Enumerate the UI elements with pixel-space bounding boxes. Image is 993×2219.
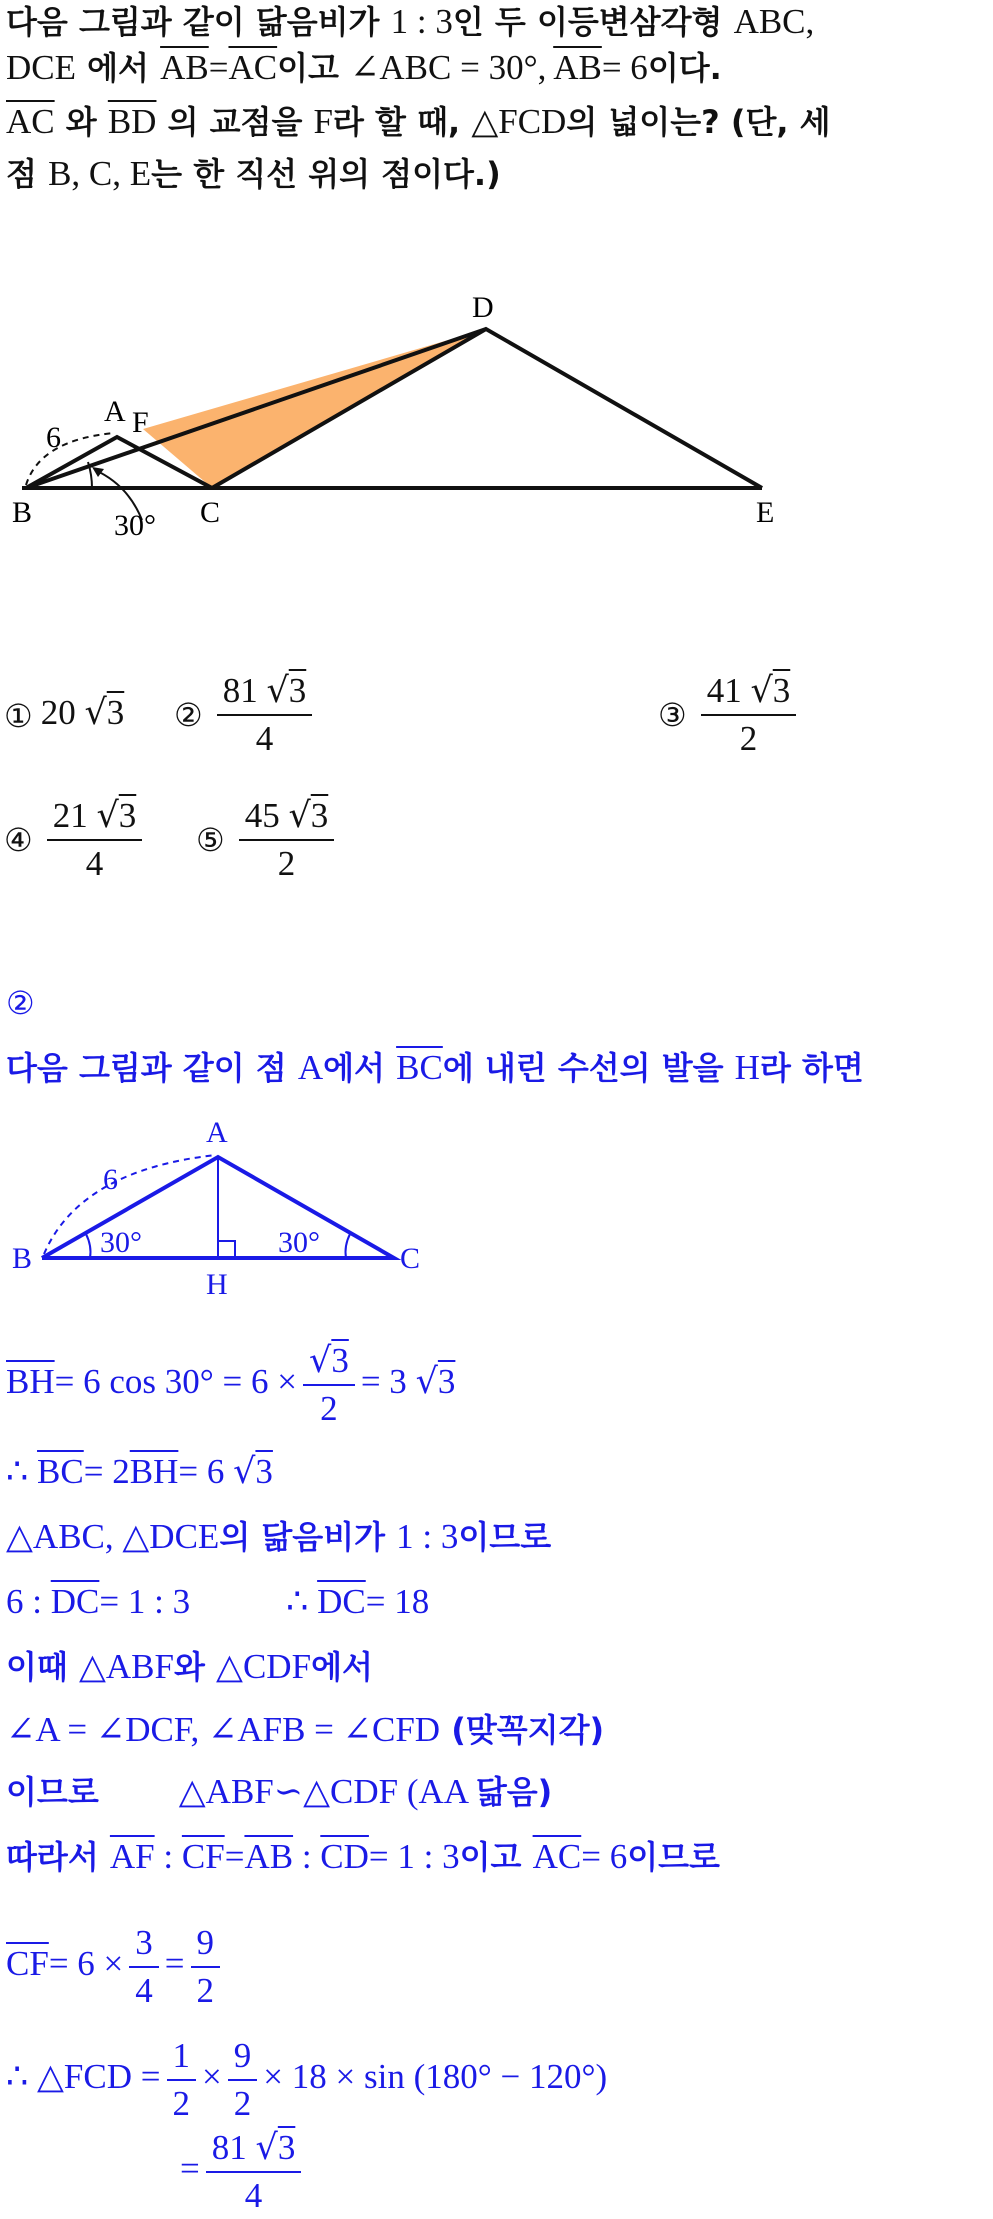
angles: ∠A = ∠DCF, ∠AFB = ∠CFD: [6, 1710, 441, 1749]
segment-ac: $\overline{AC}$: [228, 48, 278, 87]
fraction: $\frac{81 √3}{4}$: [217, 668, 313, 762]
point-h: H: [734, 1048, 760, 1087]
option-marker: ③: [658, 696, 687, 734]
numerator: 1: [167, 2033, 197, 2081]
expr: =: [224, 1837, 245, 1876]
label-b: B: [12, 1242, 33, 1275]
expr: =: [164, 1944, 185, 1984]
sqrt-sign: √: [84, 693, 107, 733]
label-b: B: [12, 496, 33, 529]
segment-bh: $\overline{BH}$: [129, 1452, 179, 1491]
therefore: ∴: [6, 1452, 38, 1491]
option-marker: ⑤: [196, 821, 225, 859]
expr: = 1 : 3: [99, 1582, 191, 1621]
expr: = 1 : 3: [368, 1837, 460, 1876]
problem-text: 라 할 때,: [333, 103, 472, 141]
problem-text: 이다.: [647, 49, 722, 87]
option-1[interactable]: [4, 693, 124, 735]
numerator: 3: [129, 1920, 159, 1968]
label-f: F: [132, 406, 149, 439]
problem-text: 에서: [76, 49, 161, 87]
solution-text: 닮음): [475, 1773, 553, 1811]
equals: =: [208, 48, 229, 87]
solution-text: 다음 그림과 같이 점: [6, 1049, 298, 1087]
denominator: 2: [196, 1971, 215, 2010]
eq-cf: [6, 1920, 226, 2014]
option-marker: ④: [4, 821, 33, 859]
solution-text: 이고: [459, 1838, 533, 1876]
eq-angles: [6, 1708, 604, 1752]
ratio: 1 : 3: [390, 2, 453, 41]
solution-text: 이므로: [458, 1518, 552, 1556]
triangle-fcd: ∴ △FCD: [6, 2057, 133, 2097]
point-f: F: [313, 102, 333, 141]
fraction: [167, 2033, 197, 2127]
denominator: 2: [233, 2084, 252, 2123]
segment-dc: $\overline{DC}$: [50, 1582, 100, 1621]
fraction: $\frac{41 √3}{2}$: [701, 668, 797, 762]
angle-arc-c: [346, 1234, 351, 1258]
denominator: 2: [172, 2084, 191, 2123]
fraction: $\frac{21 √3}{4}$: [47, 793, 143, 887]
point-a: A: [297, 1048, 324, 1087]
numerator: 9: [191, 1920, 221, 1968]
segment-ac: $\overline{AC}$: [532, 1837, 582, 1876]
segment-af: $\overline{AF}$: [109, 1837, 155, 1876]
label-angle-b: 30°: [100, 1226, 142, 1259]
fraction: [191, 1920, 221, 2014]
problem-text: 이고: [277, 49, 351, 87]
numerator: 21: [52, 796, 88, 835]
problem-line-4: [6, 152, 501, 196]
problem-text: 다음 그림과 같이 닮음비가: [6, 3, 391, 41]
figure-triangles: [0, 280, 993, 540]
eq-ratio: [6, 1515, 551, 1559]
option-4[interactable]: [4, 793, 148, 887]
radicand: 3: [118, 796, 137, 835]
fraction: [228, 2033, 258, 2127]
eq-similar: [6, 1770, 552, 1814]
solution-text: 의 닮음비가: [219, 1518, 397, 1556]
eq-result: [180, 2125, 307, 2219]
therefore: ∴: [286, 1582, 318, 1621]
angle-arc-b: [86, 1234, 91, 1258]
expr: :: [154, 1837, 182, 1876]
radicand: 3: [772, 671, 791, 710]
numerator: 81: [222, 671, 258, 710]
expr: = 2: [83, 1452, 130, 1491]
label-c: C: [200, 496, 221, 529]
triangles: △ABC, △DCE: [6, 1517, 220, 1556]
option-marker: ②: [174, 696, 203, 734]
denominator: 2: [277, 844, 296, 883]
radicand: 3: [288, 671, 307, 710]
segment-cd: $\overline{CD}$: [320, 1837, 369, 1876]
solution-line-1: [6, 1046, 864, 1090]
segment-cf: $\overline{CF}$: [181, 1837, 225, 1876]
expr: = 6 ×: [48, 1944, 124, 1984]
triangle-dce: DCE: [6, 48, 76, 87]
radicand: 3: [255, 1452, 273, 1491]
problem-text: 는 한 직선 위의 점이다.): [151, 155, 501, 193]
problem-line-2: [6, 46, 722, 90]
problem-text: 의 교점을: [156, 103, 314, 141]
denominator: 2: [739, 719, 758, 758]
numerator: 9: [228, 2033, 258, 2081]
denominator: 4: [135, 1971, 153, 2010]
segment-bc: $\overline{BC}$: [37, 1452, 84, 1491]
eq-bh: $\overline{BH}= 6$ cos 30° = 6 × $\frac{√3}{2}$ = 3 √3: [6, 1338, 455, 1432]
denominator: 4: [85, 844, 104, 883]
figure-triangle-abc: [0, 1110, 993, 1310]
angle-abc: ∠ABC = 30°,: [350, 48, 547, 87]
expr: ×: [202, 2057, 222, 2097]
numerator: 41: [706, 671, 742, 710]
option-marker: ①: [4, 696, 33, 735]
solution-text: (맞꼭지각): [440, 1711, 605, 1749]
label-6: 6: [103, 1163, 118, 1196]
fraction: [129, 1920, 159, 2014]
fraction: $\frac{√3}{2}$: [303, 1338, 355, 1432]
option-5[interactable]: [196, 793, 340, 887]
points-bce: B, C, E: [48, 154, 152, 193]
option-2[interactable]: [174, 668, 318, 762]
triangle-abc: ABC,: [733, 2, 815, 41]
triangle-fcd: △FCD: [471, 102, 567, 141]
problem-text: 인 두 이등변삼각형: [452, 3, 734, 41]
dashed-arc-6: [26, 433, 114, 485]
solution-text: 에서: [323, 1049, 397, 1087]
problem-text: 와: [54, 103, 108, 141]
radicand: 3: [437, 1362, 456, 1402]
eq-bc: ∴ $\overline{BC}= 2\overline{BH}= 6$ √3: [6, 1452, 273, 1492]
expr: × 18 × sin (180° − 120°): [263, 2057, 608, 2097]
numerator: 81: [211, 2128, 247, 2167]
segment-bd: $\overline{BD}$: [107, 102, 157, 141]
label-e: E: [756, 496, 775, 529]
problem-text: 의 넓이는? (단, 세: [566, 103, 831, 141]
numerator: 45: [244, 796, 280, 835]
label-d: D: [472, 291, 494, 324]
solution-text: 이므로: [6, 1773, 99, 1811]
segment-ab: $\overline{AB}$: [244, 1837, 294, 1876]
eq-triangles: [6, 1645, 373, 1689]
label-6: 6: [46, 421, 61, 454]
expr: =: [180, 2149, 200, 2189]
eq-dc: [6, 1580, 429, 1624]
solution-text: 라 하면: [759, 1049, 864, 1087]
expr: = 3: [360, 1362, 407, 1402]
ratio: 1 : 3: [396, 1517, 459, 1556]
solution-text: 에 내린 수선의 발을: [442, 1049, 735, 1087]
solution-text: 에서: [311, 1648, 373, 1686]
segment-ac: $\overline{AC}$: [6, 102, 55, 141]
label-angle-c: 30°: [278, 1226, 320, 1259]
label-c: C: [400, 1242, 421, 1275]
fraction: $\frac{45 √3}{2}$: [239, 793, 335, 887]
shaded-triangle-fcd: [143, 329, 486, 488]
answer-marker: [6, 978, 43, 1025]
solution-text: 따라서: [6, 1838, 110, 1876]
similarity: △ABF∽△CDF (AA: [178, 1772, 476, 1811]
expr: = 18: [365, 1582, 430, 1621]
eq-af-cf: [6, 1835, 720, 1879]
radicand: 3: [331, 1341, 349, 1380]
expr: = 6: [178, 1452, 225, 1491]
problem-text: 점: [6, 155, 49, 193]
radicand: 3: [277, 2128, 296, 2167]
segment-ab: $\overline{AB}$: [160, 48, 209, 87]
segment-cf: $\overline{CF}$: [6, 1944, 49, 1984]
label-a: A: [104, 395, 126, 428]
solution-text: 이므로: [627, 1838, 720, 1876]
value: = 6: [601, 48, 648, 87]
radicand: 3: [106, 693, 125, 732]
fraction: $\frac{81 √3}{4}$: [206, 2125, 302, 2219]
arrow-head: [92, 467, 104, 477]
option-3[interactable]: [658, 668, 802, 762]
denominator: 4: [255, 719, 274, 758]
segment-bc: $\overline{BC}$: [396, 1048, 443, 1087]
expr: 6 :: [6, 1582, 51, 1621]
segment-ab: $\overline{AB}$: [553, 48, 602, 87]
problem-line-3: [6, 100, 831, 144]
expr: = 6 cos 30° = 6 ×: [54, 1362, 297, 1402]
triangle-cdf: △CDF: [216, 1647, 312, 1686]
option-value: 20: [40, 693, 76, 732]
answer-value: ②: [6, 983, 35, 1022]
triangle-abf: △ABF: [78, 1647, 174, 1686]
segment-bh: $\overline{BH}$: [6, 1362, 55, 1402]
right-angle-mark: [218, 1241, 235, 1258]
denominator: 4: [244, 2176, 263, 2215]
radicand: 3: [310, 796, 329, 835]
expr: = 6: [581, 1837, 628, 1876]
eq-area: [6, 2033, 607, 2127]
label-angle: 30°: [114, 509, 156, 540]
problem-line-1: [6, 0, 814, 44]
denominator: 2: [320, 1389, 338, 1428]
solution-text: 이때: [6, 1648, 79, 1686]
segment-dc: $\overline{DC}$: [317, 1582, 366, 1621]
expr: :: [293, 1837, 321, 1876]
label-a: A: [206, 1116, 228, 1149]
label-h: H: [206, 1268, 228, 1301]
solution-text: 와: [173, 1648, 217, 1686]
expr: =: [140, 2057, 161, 2097]
